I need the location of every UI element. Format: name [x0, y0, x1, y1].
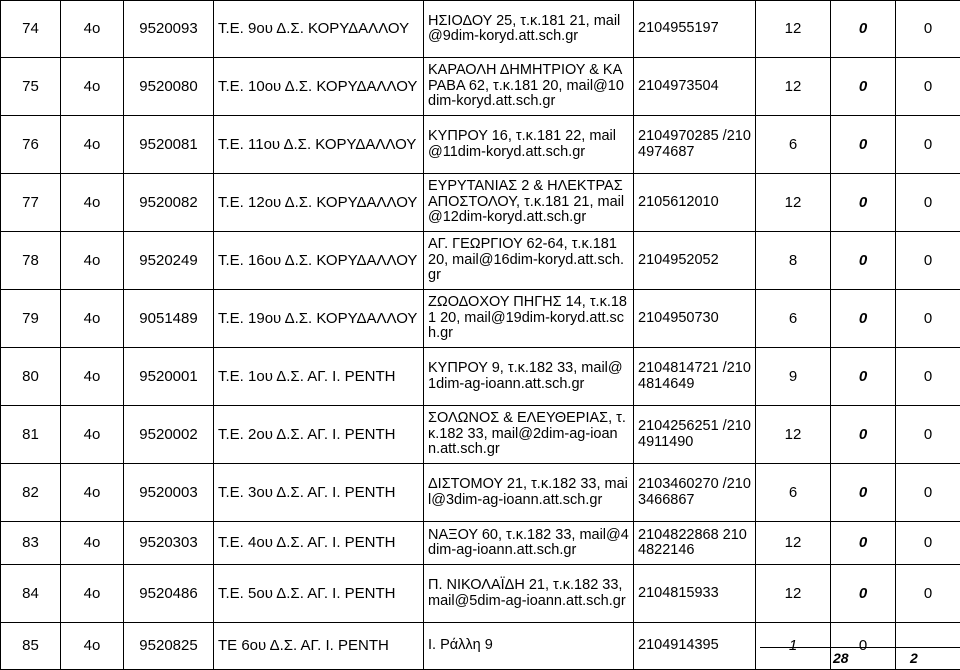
school-name: Τ.Ε. 12ου Δ.Σ. ΚΟΡΥΔΑΛΛΟΥ: [214, 174, 424, 232]
count-3: 0: [896, 174, 960, 232]
table-row: [1, 232, 960, 290]
school-address: ΝΑΞΟΥ 60, τ.κ.182 33, mail@4dim-ag-ioann.att.sch.gr: [424, 522, 634, 565]
school-address: Ι. Ράλλη 9: [424, 623, 634, 670]
count-3: 0: [896, 464, 960, 522]
totals-row: [0, 650, 960, 668]
school-code: 9051489: [124, 290, 214, 348]
school-address: ΔΙΣΤΟΜΟΥ 21, τ.κ.182 33, mail@3dim-ag-ioann.att.sch.gr: [424, 464, 634, 522]
school-name: Τ.Ε. 4ου Δ.Σ. ΑΓ. Ι. ΡΕΝΤΗ: [214, 522, 424, 565]
row-number: 80: [1, 348, 61, 406]
table-row: [1, 290, 960, 348]
school-address: ΗΣΙΟΔΟΥ 25, τ.κ.181 21, mail@9dim-koryd.att.sch.gr: [424, 1, 634, 58]
count-1: 6: [756, 116, 831, 174]
table-row: [1, 348, 960, 406]
count-1: 12: [756, 565, 831, 623]
school-phone: 2104973504: [634, 58, 756, 116]
count-1: 1: [756, 623, 831, 670]
school-address: ΚΑΡΑΟΛΗ ΔΗΜΗΤΡΙΟΥ & ΚΑΡΑΒΑ 62, τ.κ.181 20, mail@10dim-koryd.att.sch.gr: [424, 58, 634, 116]
count-3: 0: [896, 565, 960, 623]
row-number: 79: [1, 290, 61, 348]
school-code: 9520825: [124, 623, 214, 670]
count-2: 0: [831, 565, 896, 623]
count-2: 0: [831, 1, 896, 58]
school-phone: 2104822868 2104822146: [634, 522, 756, 565]
count-3: 0: [896, 232, 960, 290]
table-row: [1, 565, 960, 623]
school-address: ΕΥΡΥΤΑΝΙΑΣ 2 & ΗΛΕΚΤΡΑΣ ΑΠΟΣΤΟΛΟΥ, τ.κ.181 21, mail@12dim-koryd.att.sch.gr: [424, 174, 634, 232]
school-address: ΚΥΠΡΟΥ 9, τ.κ.182 33, mail@1dim-ag-ioann.att.sch.gr: [424, 348, 634, 406]
count-2: 0: [831, 464, 896, 522]
count-2: 0: [831, 623, 896, 670]
row-number: 82: [1, 464, 61, 522]
count-3: 0: [896, 290, 960, 348]
count-3: 0: [896, 116, 960, 174]
type-cell: 4ο: [61, 290, 124, 348]
school-phone: 2104952052: [634, 232, 756, 290]
type-cell: 4ο: [61, 522, 124, 565]
school-phone: 2104950730: [634, 290, 756, 348]
row-number: 76: [1, 116, 61, 174]
school-code: 9520093: [124, 1, 214, 58]
type-cell: 4ο: [61, 232, 124, 290]
type-cell: 4ο: [61, 464, 124, 522]
total-1: 28: [833, 650, 849, 666]
school-address: Π. ΝΙΚΟΛΑΪΔΗ 21, τ.κ.182 33, mail@5dim-ag-ioann.att.sch.gr: [424, 565, 634, 623]
row-number: 85: [1, 623, 61, 670]
school-code: 9520001: [124, 348, 214, 406]
school-phone: 2104970285 /2104974687: [634, 116, 756, 174]
count-2: 0: [831, 522, 896, 565]
type-cell: 4ο: [61, 58, 124, 116]
count-2: 0: [831, 116, 896, 174]
row-number: 81: [1, 406, 61, 464]
count-1: 12: [756, 406, 831, 464]
school-name: ΤΕ 6ου Δ.Σ. ΑΓ. Ι. ΡΕΝΤΗ: [214, 623, 424, 670]
type-cell: 4ο: [61, 406, 124, 464]
row-number: 74: [1, 1, 61, 58]
school-name: Τ.Ε. 16ου Δ.Σ. ΚΟΡΥΔΑΛΛΟΥ: [214, 232, 424, 290]
count-1: 9: [756, 348, 831, 406]
table-row: [1, 1, 960, 58]
type-cell: 4ο: [61, 348, 124, 406]
school-phone: 2104814721 /2104814649: [634, 348, 756, 406]
school-name: Τ.Ε. 1ου Δ.Σ. ΑΓ. Ι. ΡΕΝΤΗ: [214, 348, 424, 406]
school-name: Τ.Ε. 2ου Δ.Σ. ΑΓ. Ι. ΡΕΝΤΗ: [214, 406, 424, 464]
school-address: ΚΥΠΡΟΥ 16, τ.κ.181 22, mail@11dim-koryd.att.sch.gr: [424, 116, 634, 174]
count-1: 12: [756, 58, 831, 116]
school-code: 9520081: [124, 116, 214, 174]
table-row: [1, 522, 960, 565]
school-code: 9520003: [124, 464, 214, 522]
school-phone: 2105612010: [634, 174, 756, 232]
school-address: ΖΩΟΔΟΧΟΥ ΠΗΓΗΣ 14, τ.κ.181 20, mail@19dim-koryd.att.sch.gr: [424, 290, 634, 348]
school-code: 9520082: [124, 174, 214, 232]
school-name: Τ.Ε. 11ου Δ.Σ. ΚΟΡΥΔΑΛΛΟΥ: [214, 116, 424, 174]
type-cell: 4ο: [61, 623, 124, 670]
school-phone: 2104256251 /2104911490: [634, 406, 756, 464]
count-1: 6: [756, 290, 831, 348]
table-row: [1, 58, 960, 116]
row-number: 78: [1, 232, 61, 290]
school-name: Τ.Ε. 9ου Δ.Σ. ΚΟΡΥΔΑΛΛΟΥ: [214, 1, 424, 58]
count-3: 0: [896, 348, 960, 406]
count-1: 12: [756, 1, 831, 58]
type-cell: 4ο: [61, 174, 124, 232]
count-2: 0: [831, 174, 896, 232]
school-code: 9520002: [124, 406, 214, 464]
type-cell: 4ο: [61, 1, 124, 58]
count-3: 0: [896, 406, 960, 464]
school-name: Τ.Ε. 5ου Δ.Σ. ΑΓ. Ι. ΡΕΝΤΗ: [214, 565, 424, 623]
count-2: 0: [831, 290, 896, 348]
count-2: 0: [831, 58, 896, 116]
row-number: 75: [1, 58, 61, 116]
count-1: 12: [756, 174, 831, 232]
row-number: 77: [1, 174, 61, 232]
table-row: [1, 116, 960, 174]
school-phone: 2104815933: [634, 565, 756, 623]
school-code: 9520249: [124, 232, 214, 290]
type-cell: 4ο: [61, 565, 124, 623]
count-1: 12: [756, 522, 831, 565]
school-code: 9520303: [124, 522, 214, 565]
school-address: ΑΓ. ΓΕΩΡΓΙΟΥ 62-64, τ.κ.181 20, mail@16dim-koryd.att.sch.gr: [424, 232, 634, 290]
school-name: Τ.Ε. 19ου Δ.Σ. ΚΟΡΥΔΑΛΛΟΥ: [214, 290, 424, 348]
total-2: 2: [910, 650, 918, 666]
school-code: 9520080: [124, 58, 214, 116]
count-1: 8: [756, 232, 831, 290]
school-phone: 2104955197: [634, 1, 756, 58]
type-cell: 4ο: [61, 116, 124, 174]
count-3: 0: [896, 1, 960, 58]
school-phone: 2104914395: [634, 623, 756, 670]
row-number: 84: [1, 565, 61, 623]
table-row: [1, 174, 960, 232]
school-name: Τ.Ε. 3ου Δ.Σ. ΑΓ. Ι. ΡΕΝΤΗ: [214, 464, 424, 522]
table-row: [1, 406, 960, 464]
table-row: [1, 464, 960, 522]
school-phone: 2103460270 /2103466867: [634, 464, 756, 522]
count-1: 6: [756, 464, 831, 522]
totals-divider: [760, 647, 960, 648]
school-code: 9520486: [124, 565, 214, 623]
count-2: 0: [831, 406, 896, 464]
school-name: Τ.Ε. 10ου Δ.Σ. ΚΟΡΥΔΑΛΛΟΥ: [214, 58, 424, 116]
count-2: 0: [831, 348, 896, 406]
school-address: ΣΟΛΩΝΟΣ & ΕΛΕΥΘΕΡΙΑΣ, τ.κ.182 33, mail@2dim-ag-ioann.att.sch.gr: [424, 406, 634, 464]
count-3: 0: [896, 58, 960, 116]
count-3: 0: [896, 522, 960, 565]
row-number: 83: [1, 522, 61, 565]
count-2: 0: [831, 232, 896, 290]
